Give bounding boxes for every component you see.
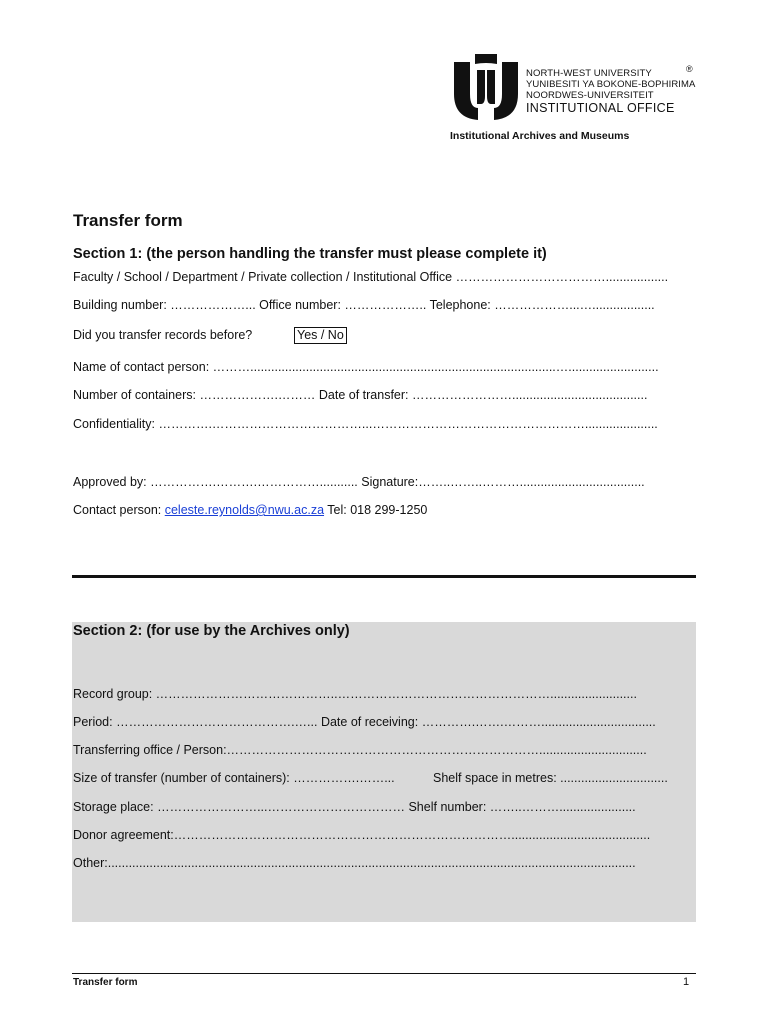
nwu-emblem-icon xyxy=(450,52,522,122)
logo-text xyxy=(526,68,695,115)
page-title: Transfer form xyxy=(73,211,183,230)
contact-line xyxy=(73,503,427,517)
logo-line-office: INSTITUTIONAL OFFICE xyxy=(526,101,675,115)
page-number: 1 xyxy=(683,976,690,988)
logo-line: NOORDWES-UNIVERSITEIT xyxy=(526,90,654,101)
storage-shelf-field[interactable]: Storage place: ……………………...…………………………… Shelf number: ……..………...................... xyxy=(73,800,636,814)
section-divider xyxy=(72,575,696,578)
university-logo xyxy=(450,52,700,122)
record-group-field[interactable]: Record group: ……………………………………..……………………………………………......................... xyxy=(73,687,637,701)
footer-label: Transfer form xyxy=(73,977,138,988)
logo-line: YUNIBESITI YA BOKONE-BOPHIRIMA xyxy=(526,79,696,90)
building-office-telephone-field[interactable]: Building number: ………………... Office number: ……………….. Telephone: ………………...….................. xyxy=(73,298,655,312)
unit-name: Institutional Archives and Museums xyxy=(450,130,630,142)
contact-telephone: Tel: 018 299-1250 xyxy=(324,503,428,517)
transfer-before-label: Did you transfer records before? xyxy=(73,328,253,342)
contact-person-field[interactable]: Name of contact person: ………........................................................................................….......................... xyxy=(73,360,659,374)
shelf-space-field[interactable]: Shelf space in metres: ............................... xyxy=(433,771,668,785)
containers-date-field[interactable]: Number of containers: ……………….……… Date of transfer: ……………………....................................... xyxy=(73,388,648,402)
section1-heading: Section 1: (the person handling the transfer must please complete it) xyxy=(73,246,547,262)
contact-label: Contact person: xyxy=(73,503,162,517)
transferring-office-field[interactable]: Transferring office / Person:…………………………………………………………………............................... xyxy=(73,743,647,757)
other-field[interactable]: Other:........................................................................................................................................................ xyxy=(73,856,636,870)
registered-mark: ® xyxy=(686,64,693,74)
faculty-field[interactable]: Faculty / School / Department / Private collection / Institutional Office ……………………………….................. xyxy=(73,270,669,284)
size-of-transfer-field[interactable]: Size of transfer (number of containers): …………….……... xyxy=(73,771,395,785)
contact-email-link[interactable]: celeste.reynolds@nwu.ac.za xyxy=(164,503,325,517)
yes-no-box[interactable]: Yes / No xyxy=(294,327,347,344)
period-date-field[interactable]: Period: …………………………………….…... Date of receiving: ………….…….………................................. xyxy=(73,715,656,729)
footer-divider xyxy=(72,973,696,974)
section2-heading: Section 2: (for use by the Archives only) xyxy=(73,623,350,639)
donor-agreement-field[interactable]: Donor agreement:………………………………………………………………………........................................ xyxy=(73,828,651,842)
approved-signature-field[interactable]: Approved by: …………….……….……………........... Signature:……..……..……….................................... xyxy=(73,475,645,489)
confidentiality-field[interactable]: Confidentiality: ………….………………………………...……………………………………………..................... xyxy=(73,417,658,431)
logo-line: NORTH-WEST UNIVERSITY xyxy=(526,68,652,79)
